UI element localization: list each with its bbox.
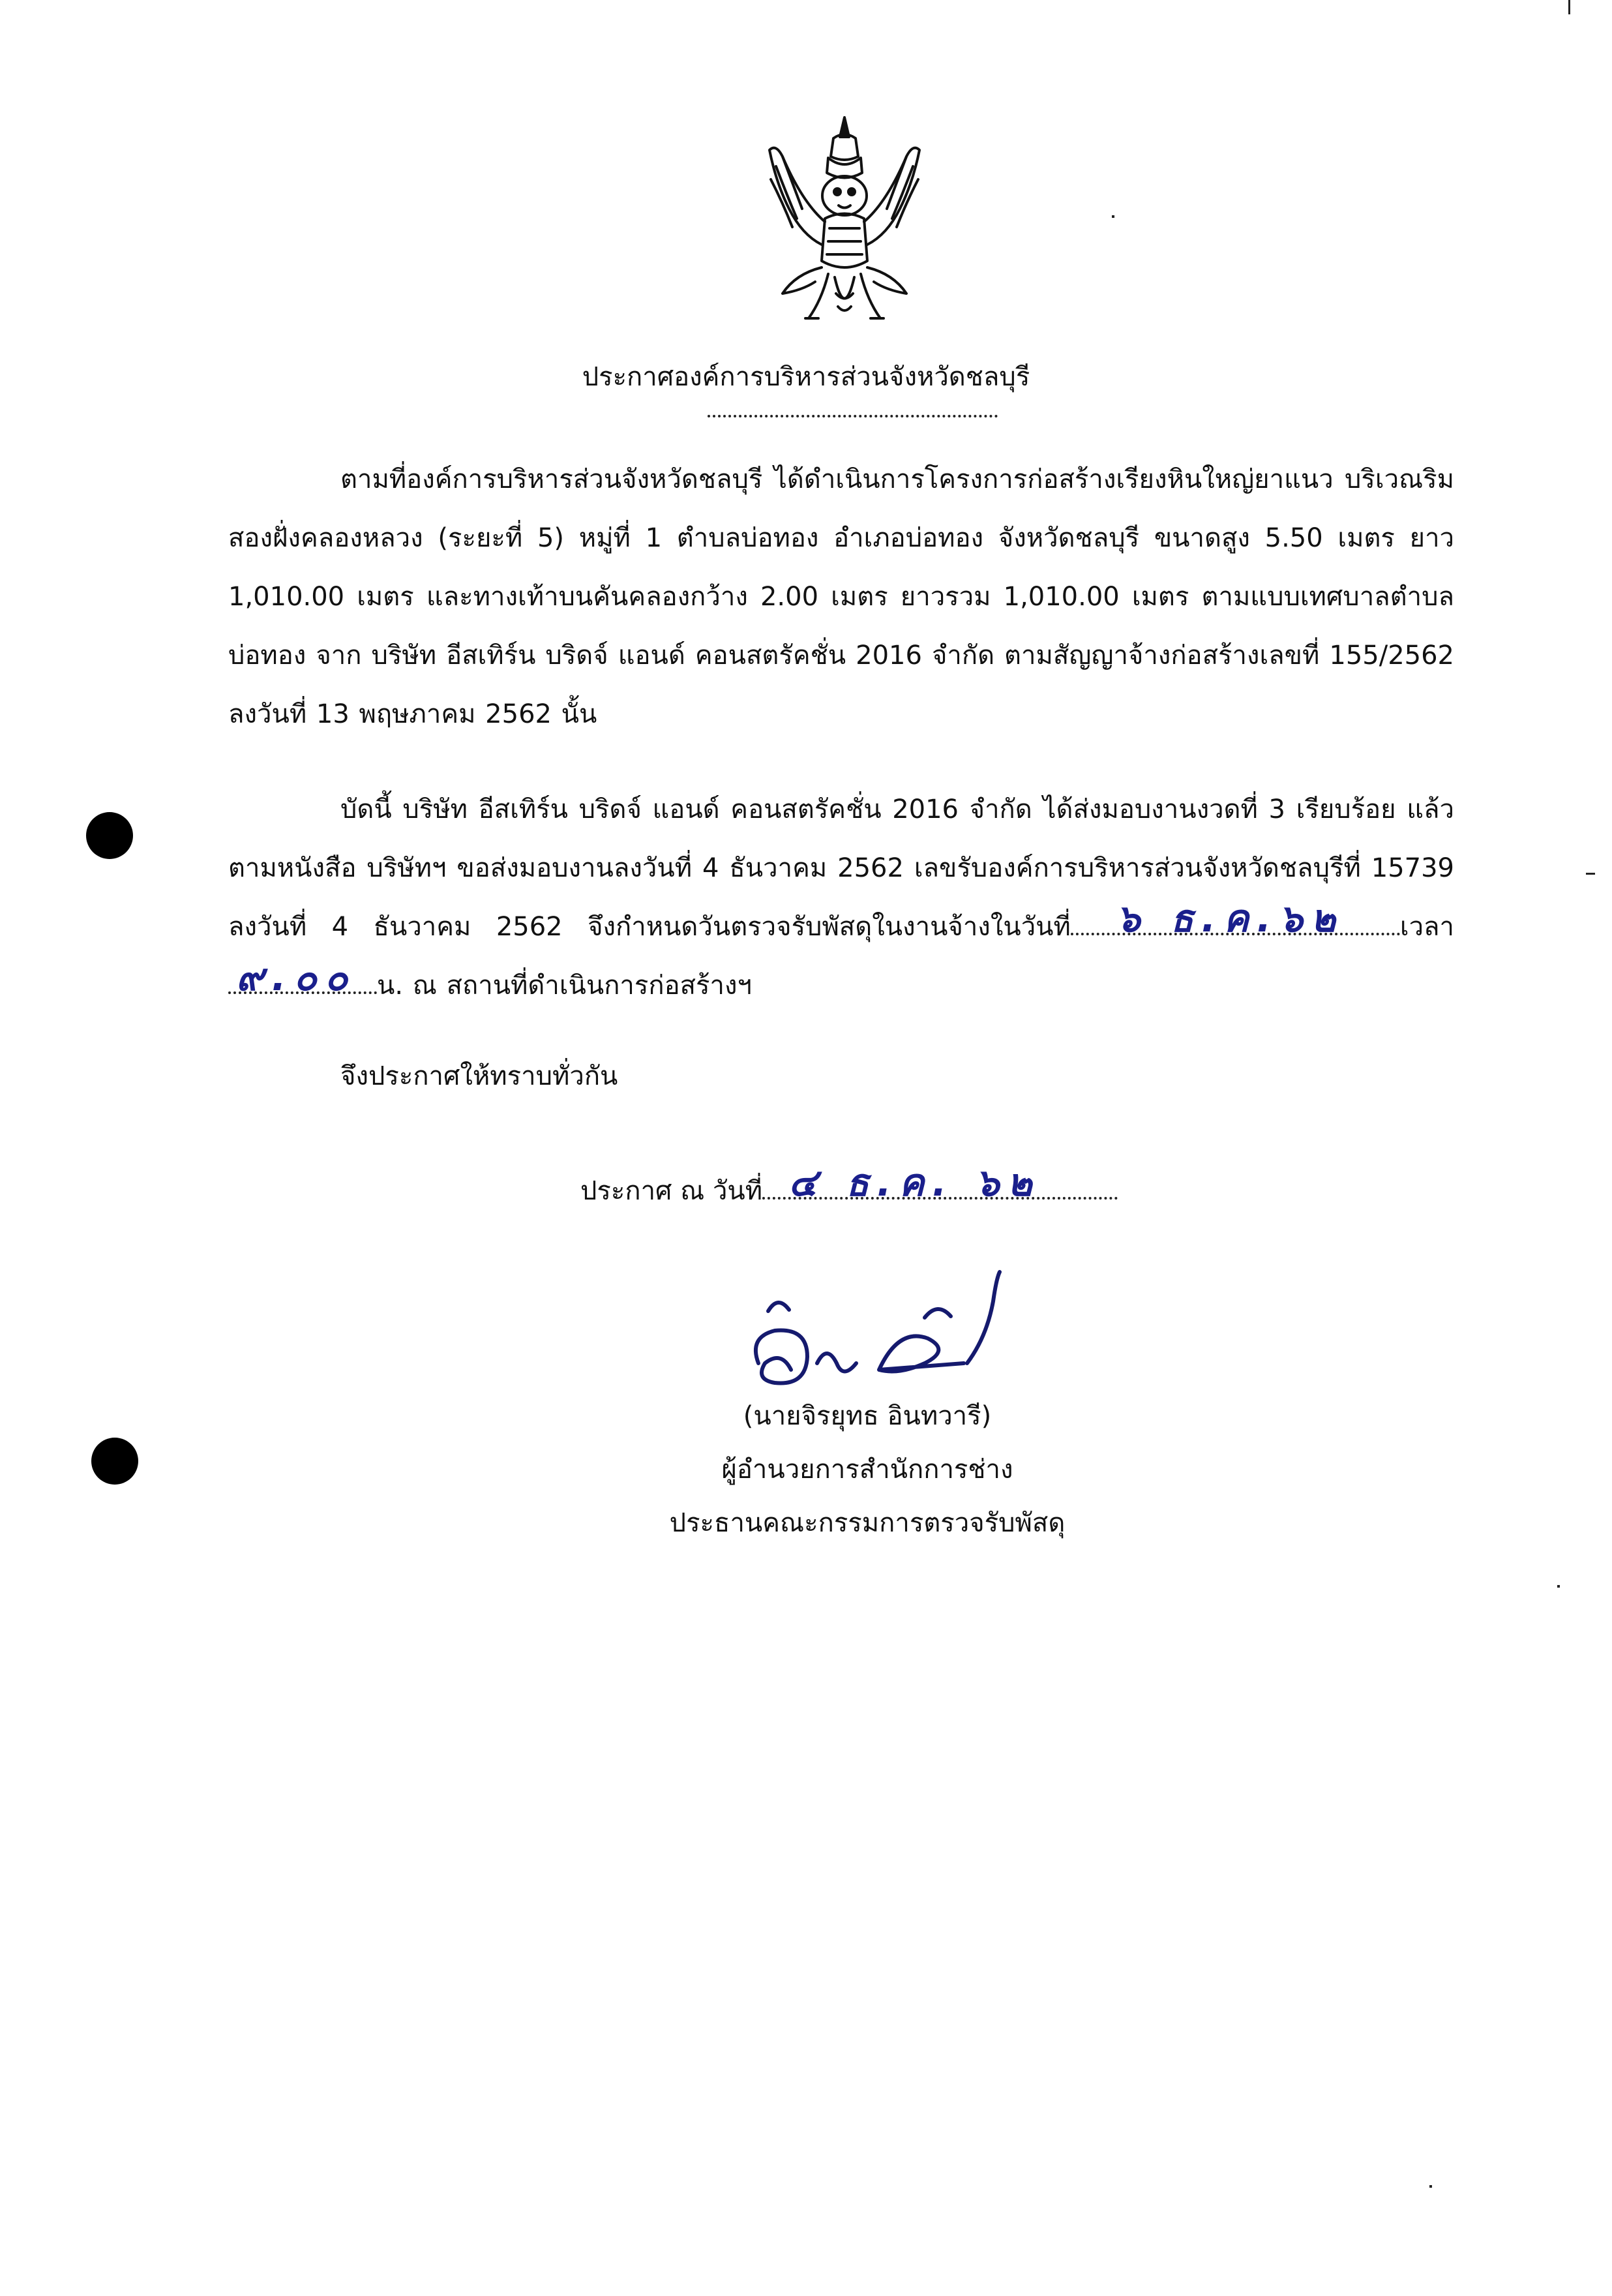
- announcement-title: ประกาศองค์การบริหารส่วนจังหวัดชลบุรี: [582, 362, 1030, 392]
- inspection-time-field: [228, 955, 377, 999]
- signature-image: [729, 1265, 1036, 1409]
- scan-speck: [1586, 873, 1595, 875]
- title-dotted-divider: [708, 415, 998, 417]
- signer-block: [639, 1389, 1096, 1550]
- inspection-date-field: [1071, 896, 1400, 941]
- scan-edge-mark: [1568, 0, 1570, 14]
- closing-statement: จึงประกาศให้ทราบทั่วกัน: [340, 1061, 618, 1091]
- scan-speck: [1557, 1585, 1560, 1588]
- signer-position: ผู้อำนวยการสำนักการช่าง: [721, 1455, 1013, 1485]
- scan-speck: [1429, 2185, 1432, 2188]
- announce-date-field: [762, 1160, 1118, 1205]
- scan-speck: [1112, 215, 1114, 218]
- inspection-time-handwritten: ๙.๐๐: [236, 955, 356, 999]
- delivery-notice-text: บัดนี้ บริษัท อีสเทิร์น บริดจ์ แอนด์ คอนสตรัคชั่น 2016 จำกัด ได้ส่งมอบงานงวดที่ 3 เรียบร้อย แล้ว ตามหนังสือ บริษัทฯ ขอส่งมอบงานลงวันที่ 4 ธันวาคม 2562 เลขรับองค์การบริหารส่วนจังหวัดชลบุรีที่ 15739 ลงวันที่ 4 ธันวาคม 2562 จึงกำหนดวันตรวจรับพัสดุในงานจ้างในวันที่: [228, 794, 1454, 942]
- announce-date-handwritten: ๔ ธ.ค. ๖๒: [788, 1160, 1040, 1205]
- time-label: เวลา: [1399, 912, 1454, 942]
- signer-role: ประธานคณะกรรมการตรวจรับพัสดุ: [669, 1508, 1066, 1538]
- punch-hole-top: [86, 812, 133, 859]
- paragraph-delivery-notice: [228, 780, 1454, 1015]
- punch-hole-bottom: [91, 1438, 138, 1485]
- inspection-date-handwritten: ๖ ธ.ค.๖๒: [1116, 896, 1344, 941]
- paragraph-project-details: ตามที่องค์การบริหารส่วนจังหวัดชลบุรี ได้ดำเนินการโครงการก่อสร้างเรียงหินใหญ่ยาแนว บริเวณริมสองฝั่งคลองหลวง (ระยะที่ 5) หมู่ที่ 1 ตำบลบ่อทอง อำเภอบ่อทอง จังหวัดชลบุรี ขนาดสูง 5.50 เมตร ยาว 1,010.00 เมตร และทางเท้าบนคันคลองกว้าง 2.00 เมตร ยาวรวม 1,010.00 เมตร ตามแบบเทศบาลตำบลบ่อทอง จาก บริษัท อีสเทิร์น บริดจ์ แอนด์ คอนสตรัคชั่น 2016 จำกัด ตามสัญญาจ้างก่อสร้างเลขที่ 155/2562 ลงวันที่ 13 พฤษภาคม 2562 นั้น: [228, 464, 1454, 729]
- garuda-emblem-icon: [756, 111, 933, 333]
- announcement-date-line: [580, 1160, 1118, 1211]
- delivery-notice-tail: น. ณ สถานที่ดำเนินการก่อสร้างฯ: [377, 971, 752, 1001]
- signer-name: (นายจิรยุทธ อินทวารี): [743, 1401, 992, 1431]
- announce-date-label: ประกาศ ณ วันที่: [580, 1176, 763, 1206]
